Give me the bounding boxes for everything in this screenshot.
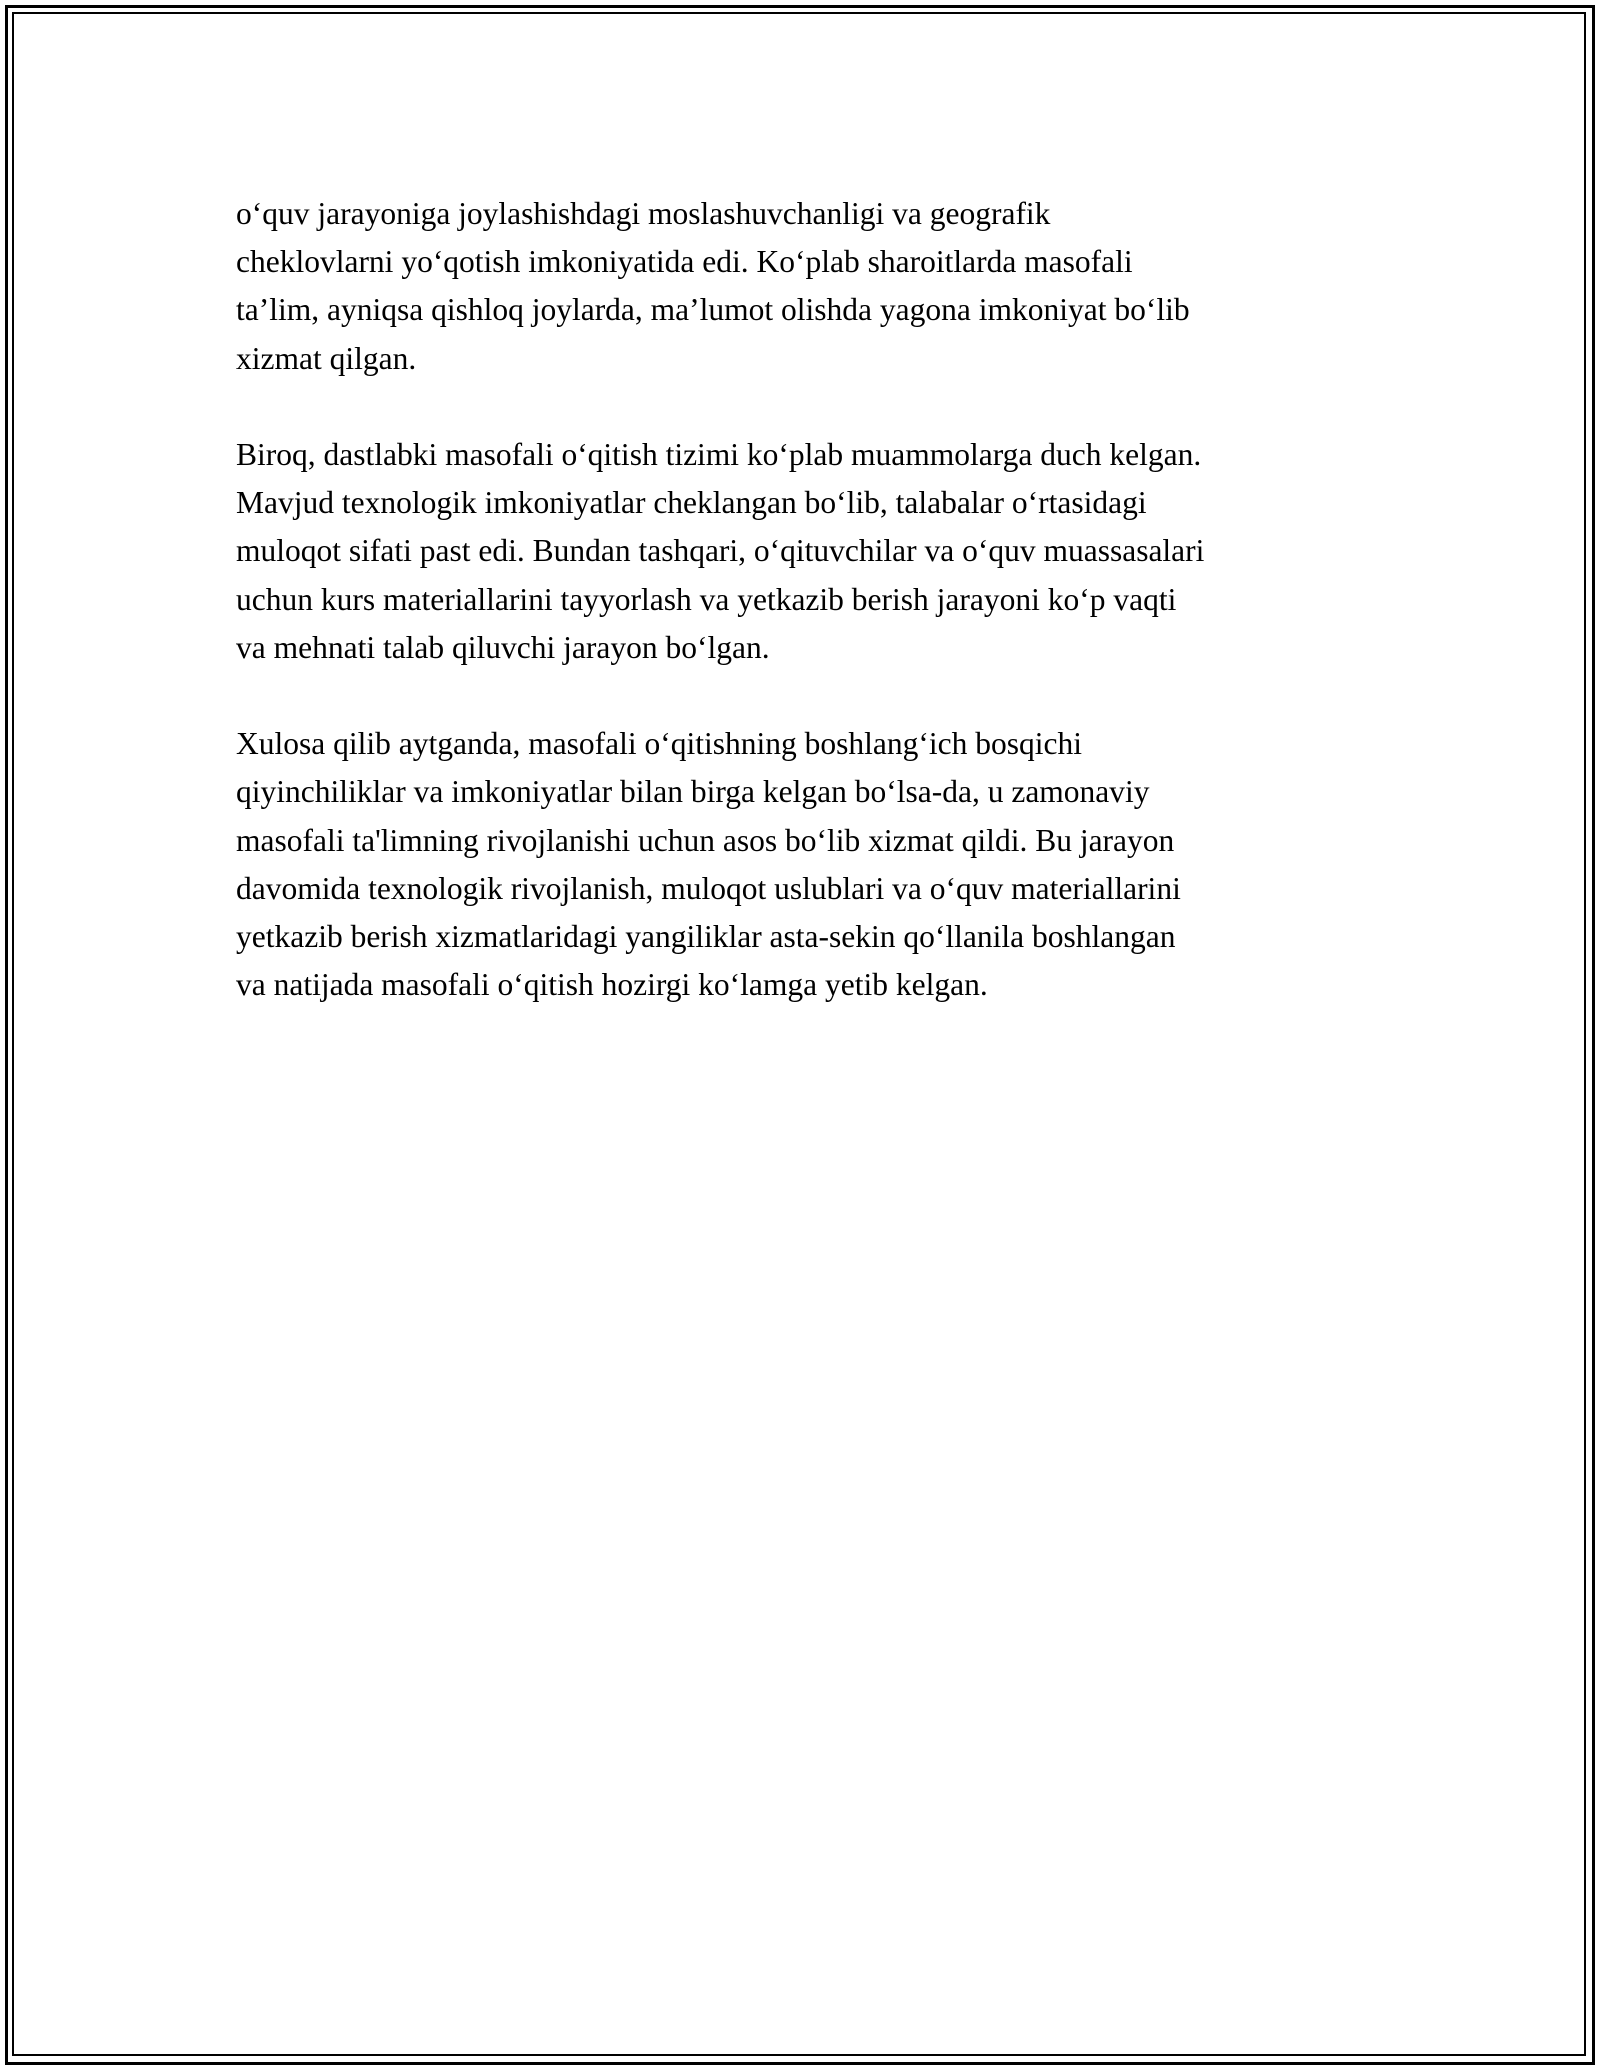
text-line: Xulosa qilib aytganda, masofali o‘qitishning boshlang‘ich bosqichi: [236, 726, 1082, 762]
text-line: va natijada masofali o‘qitish hozirgi ko‘lamga yetib kelgan.: [236, 967, 988, 1003]
text-line: o‘quv jarayoniga joylashishdagi moslashuvchanligi va geografik: [236, 196, 1051, 231]
text-line: xizmat qilgan.: [236, 340, 417, 376]
text-line: masofali ta'limning rivojlanishi uchun asos bo‘lib xizmat qildi. Bu jarayon: [236, 822, 1175, 858]
text-line: va mehnati talab qiluvchi jarayon bo‘lgan.: [236, 629, 770, 665]
paragraph-3: [236, 720, 1376, 1009]
text-line: Mavjud texnologik imkoniyatlar cheklangan bo‘lib, talabalar o‘rtasidagi: [236, 485, 1147, 521]
text-line: davomida texnologik rivojlanish, muloqot uslublari va o‘quv materiallarini: [236, 870, 1181, 906]
text-line: qiyinchiliklar va imkoniyatlar bilan birga kelgan bo‘lsa-da, u zamonaviy: [236, 774, 1150, 810]
text-line: muloqot sifati past edi. Bundan tashqari, o‘qituvchilar va o‘quv muassasalari: [236, 533, 1205, 569]
text-line: Biroq, dastlabki masofali o‘qitish tizimi ko‘plab muammolarga duch kelgan.: [236, 437, 1202, 472]
text-line: ta’lim, ayniqsa qishloq joylarda, ma’lumot olishda yagona imkoniyat bo‘lib: [236, 292, 1190, 328]
text-line: cheklovlarni yo‘qotish imkoniyatida edi. Ko‘plab sharoitlarda masofali: [236, 244, 1133, 280]
paragraph-1: [236, 190, 1376, 383]
document-body: [236, 190, 1376, 1058]
paragraph-2: [236, 431, 1376, 672]
text-line: yetkazib berish xizmatlaridagi yangiliklar asta-sekin qo‘llanila boshlangan: [236, 919, 1176, 955]
text-line: uchun kurs materiallarini tayyorlash va yetkazib berish jarayoni ko‘p vaqti: [236, 581, 1177, 617]
